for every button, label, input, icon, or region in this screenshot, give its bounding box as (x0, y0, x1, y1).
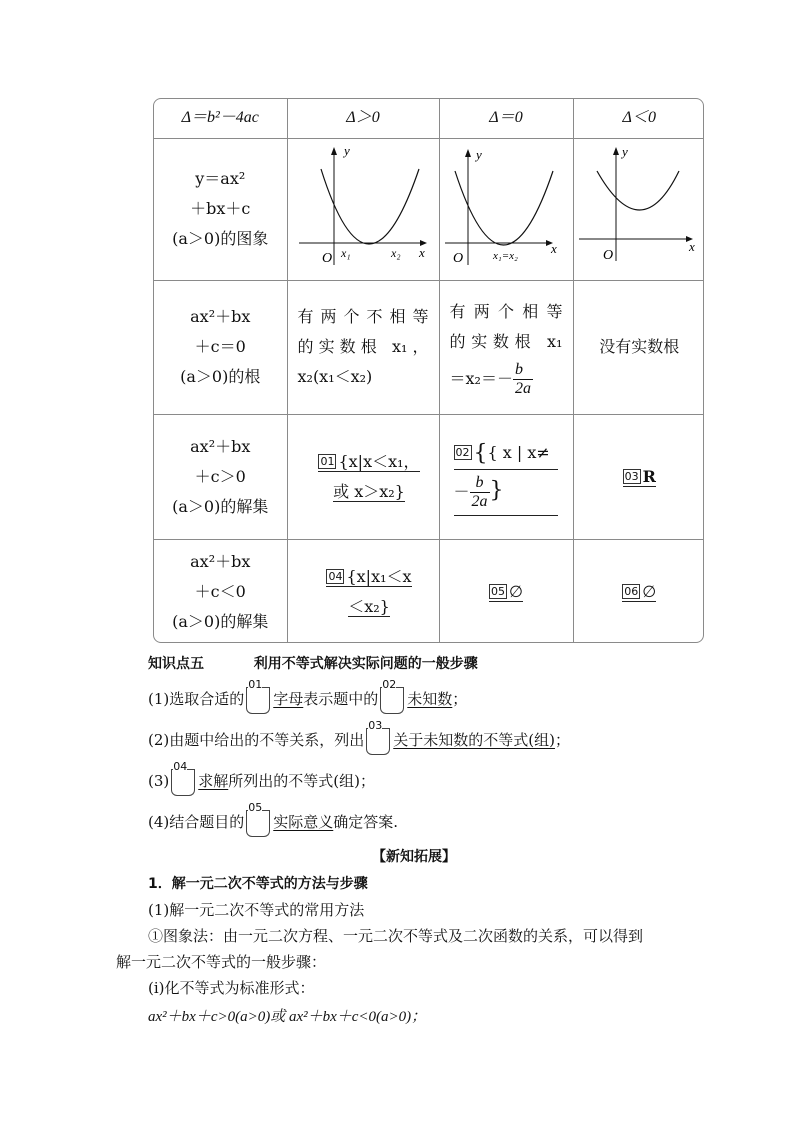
empty-set-symbol: ∅ (509, 581, 523, 601)
extension-heading: 【新知拓展】 (372, 849, 456, 865)
x-axis-label: x (419, 245, 425, 260)
table-row-roots (154, 280, 704, 414)
answer-02-marker: 02 (455, 445, 470, 459)
answer-02-brace: } (489, 477, 504, 503)
lt-label-line2: ＋c＜0 (194, 581, 246, 601)
roots-label-line3: (a＞0)的根 (180, 367, 261, 386)
step1-answer-unknown: 未知数 (407, 690, 453, 708)
root-x1-label: x₁ (341, 246, 351, 260)
x-axis-label: x (689, 239, 696, 254)
graph-label-line2: ＋bx＋c (190, 199, 251, 218)
extension-graph-method: ①图象法：由一元二次方程、一元二次不等式及二次函数的关系，可以得到 (148, 927, 644, 945)
section5-heading (148, 653, 478, 673)
answer-04-cell (287, 539, 439, 643)
parabola-two-roots-graph (293, 139, 433, 269)
graph-no-root-cell (573, 138, 704, 280)
blank-02-number: 02 (382, 678, 397, 691)
fraction-numerator: b (513, 361, 533, 380)
fraction-denominator: 2a (514, 379, 531, 397)
step3-text-a: (3) (148, 772, 170, 790)
answer-04-line1 (300, 562, 439, 592)
roots-eq0-prefix: ＝x₂＝－ (449, 368, 513, 388)
table-row-graph (154, 138, 704, 280)
fraction-denominator: 2a (471, 492, 488, 510)
origin-label: O (603, 248, 614, 263)
answer-02-text1: { x | x≠ (487, 442, 550, 462)
extension-point-1 (148, 873, 368, 893)
header-delta-negative: Δ＜0 (573, 99, 704, 138)
answer-06-cell (573, 539, 704, 643)
fraction-numerator: b (470, 474, 490, 493)
step2-text-a: (2)由题中给出的不等关系，列出 (148, 731, 365, 749)
answer-05-cell (439, 539, 573, 643)
step2-text-d: ； (554, 731, 570, 749)
y-axis-label: y (476, 147, 482, 162)
row-label-roots (154, 280, 287, 414)
blank-01 (246, 678, 270, 708)
extension-methods: (1)解一元二次不等式的常用方法 (148, 901, 365, 919)
blank-05 (246, 801, 270, 831)
blank-01-number: 01 (248, 678, 263, 691)
graph-two-roots-cell (287, 138, 439, 280)
answer-05-marker: 05 (491, 584, 506, 598)
step-1 (148, 678, 468, 709)
step2-answer: 关于未知数的不等式(组) (393, 731, 555, 749)
y-axis-label: y (344, 143, 350, 158)
table-header-row (154, 99, 704, 138)
step4-text-a: (4)结合题目的 (148, 813, 245, 831)
gt-label-line1: ax²＋bx (190, 436, 251, 456)
step1-answer-letter: 字母 (273, 690, 304, 708)
step4-answer: 实际意义 (273, 813, 334, 831)
row-label-solution-gt (154, 414, 287, 539)
table-row-solution-gt (154, 414, 704, 539)
roots-gt0-line1: 有两个不相等 (297, 307, 429, 326)
answer-02-block (454, 438, 558, 516)
answer-06-marker: 06 (624, 584, 639, 598)
answer-03-cell (573, 414, 704, 539)
roots-gt0-line3: x₂(x₁＜x₂) (297, 367, 373, 386)
fraction-b-over-2a (513, 361, 533, 398)
quadratic-summary-table (153, 98, 704, 643)
section5-title: 利用不等式解决实际问题的一般步骤 (253, 656, 478, 672)
lt-label-line1: ax²＋bx (190, 551, 251, 571)
blank-05-number: 05 (248, 801, 263, 814)
extension-graph-method-cont: 解一元二次不等式的一般步骤： (116, 953, 327, 971)
answer-01-text2: 或 x＞x₂} (333, 481, 405, 501)
blank-04 (171, 760, 195, 790)
answer-04-marker: 04 (328, 569, 343, 583)
roots-label-line1: ax²＋bx (190, 307, 251, 326)
roots-eq0-line2: 的实数根 x₁ (449, 331, 563, 351)
answer-01-line1 (300, 447, 439, 477)
answer-02-minus: － (453, 481, 470, 501)
origin-label: O (322, 251, 333, 266)
blank-03-number: 03 (368, 719, 383, 732)
roots-eq0-line3 (450, 361, 563, 398)
empty-set-symbol: ∅ (642, 581, 657, 601)
roots-eq0-line1: 有两个相等 (449, 301, 563, 321)
row-label-solution-lt (154, 539, 287, 643)
step1-text-d: 表示题中的 (303, 690, 379, 708)
y-axis-label: y (622, 144, 629, 159)
extension-point-1-text: 1．解一元二次不等式的方法与步骤 (148, 876, 368, 892)
header-delta-zero: Δ＝0 (439, 99, 573, 138)
extension-step-i: (ⅰ)化不等式为标准形式： (148, 979, 315, 997)
step4-text-d: 确定答案. (333, 813, 399, 831)
header-discriminant: Δ＝b²－4ac (154, 99, 287, 138)
origin-label: O (453, 251, 464, 266)
answer-01-text1: {x|x＜x₁， (338, 451, 420, 471)
answer-04-text1: {x|x₁＜x (346, 566, 412, 586)
answer-03-marker: 03 (624, 469, 639, 483)
answer-02-line1: 02 {{ x | x≠ (454, 438, 558, 470)
blank-02 (380, 678, 404, 708)
answer-02-line2 (454, 470, 558, 515)
answer-02-cell (439, 414, 573, 539)
answer-04-line2 (300, 592, 439, 622)
step-3 (148, 760, 375, 791)
graph-label-line1: y＝ax² (195, 169, 246, 188)
graph-one-root-cell (439, 138, 573, 280)
table-row-solution-lt (154, 539, 704, 643)
answer-01-cell (287, 414, 439, 539)
parabola-no-root-graph (575, 139, 703, 269)
roots-two-distinct (287, 280, 439, 414)
root-x2-label: x₂ (391, 246, 401, 260)
roots-label-line2: ＋c＝0 (194, 337, 246, 356)
step1-text-f: ； (452, 690, 468, 708)
answer-01-marker: 01 (320, 454, 335, 468)
extension-standard-form: ax²＋bx＋c>0(a>0)或 ax²＋bx＋c<0(a>0)； (148, 1009, 427, 1025)
graph-label-line3: (a＞0)的图象 (172, 229, 269, 248)
step1-text-a: (1)选取合适的 (148, 690, 245, 708)
step-4 (148, 801, 399, 832)
blank-03 (366, 719, 390, 749)
section5-number: 知识点五 (148, 656, 204, 672)
roots-gt0-line2: 的实数根 x₁， (297, 337, 429, 356)
row-label-graph (154, 138, 287, 280)
roots-two-equal (439, 280, 573, 414)
x-axis-label: x (551, 241, 557, 256)
answer-04-text2: ＜x₂} (348, 596, 390, 616)
step3-answer: 求解 (198, 772, 229, 790)
parabola-one-root-graph (441, 139, 571, 269)
header-delta-positive: Δ＞0 (287, 99, 439, 138)
gt-label-line3: (a＞0)的解集 (172, 496, 269, 516)
step3-text-d: 所列出的不等式(组)； (228, 772, 375, 790)
double-root-label: x₁=x₂ (493, 250, 518, 262)
blank-04-number: 04 (173, 760, 188, 773)
answer-03-value: R (642, 466, 656, 486)
gt-label-line2: ＋c＞0 (194, 466, 246, 486)
answer-01-line2 (300, 477, 439, 507)
answer-02-fraction (470, 474, 490, 511)
step-2 (148, 719, 570, 750)
roots-none: 没有实数根 (573, 280, 704, 414)
lt-label-line3: (a＞0)的解集 (172, 611, 269, 631)
